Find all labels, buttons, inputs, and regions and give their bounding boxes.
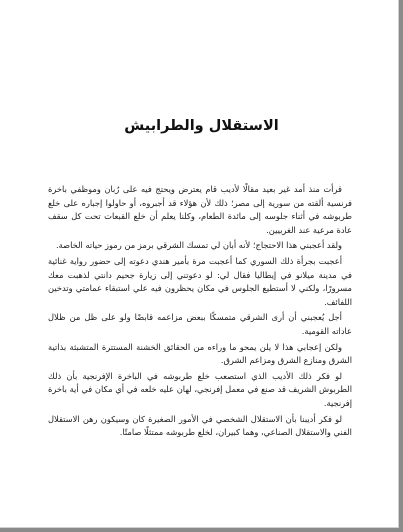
article-body (48, 183, 352, 442)
paragraph: قرأت منذ أمد غير بعيد مقالًا لأديب قام يعترض ويحتج فيه على رُبان وموظفي باخرة فرنسية ألقته من سورية إلى مصر؛ ذلك لأن هؤلاء قد أجبروه، أو حاولوا إجباره على خلع طربوشه في أثناء جلوسه إلى مائدة الطعام، وكلنا يعلم أن خلع القبعات تحت كل سقف عادة مرعية عند الغربيين. (48, 184, 352, 235)
paragraph: أجل يُعجبني أن أرى الشرقي متمسكًا ببعض مزاعمه قابضًا ولو على ظل من ظلال عاداته القومية. (48, 312, 352, 336)
paragraph: أعجبت بجرأة ذلك السوري كما أعجبت مرة بأمير هندي دعوته إلى حضور رواية غنائية في مدينة ميلانو في إيطاليا فقال لي: لو دعوتني إلى زيارة جحيم دانتي لذهبت معك مسرورًا، ولكني لا أستطيع الجلوس في مكان يحظرون فيه علي استبقاء عمامتي وتدخين اللفائف. (48, 255, 352, 307)
paragraph: ولقد أعجبني هذا الاحتجاج؛ لأنه أبان لي تمسك الشرقي برمز من رموز حياته الخاصة. (55, 240, 342, 251)
page-title: الاستقلال والطرابيش (124, 118, 279, 134)
paragraph: ولكن إعجابي هذا لا يلن يمحو ما وراءه من الحقائق الخشنة المستترة المتشبثة بذاتية الشرق ومنازع الشرق ومزاعم الشرق. (48, 341, 352, 366)
paragraph: لو فكر أديبنا بأن الاستقلال الشخصي في الأمور الصغيرة كان وسيكون رهن الاستقلال الفني والاستقلال الصناعي، وهما كبيران، لخلع طربوشه ممتثلًا صامتًا. (48, 413, 352, 438)
paragraph: لو فكر ذلك الأديب الذي استصعب خلع طربوشه في الباخرة الإفرنجية بأن ذلك الطربوش الشريف قد صنع في معمل إفرنجي، لهان عليه خلعه في أي مكان في أية باخرة إفرنجية. (48, 370, 352, 408)
